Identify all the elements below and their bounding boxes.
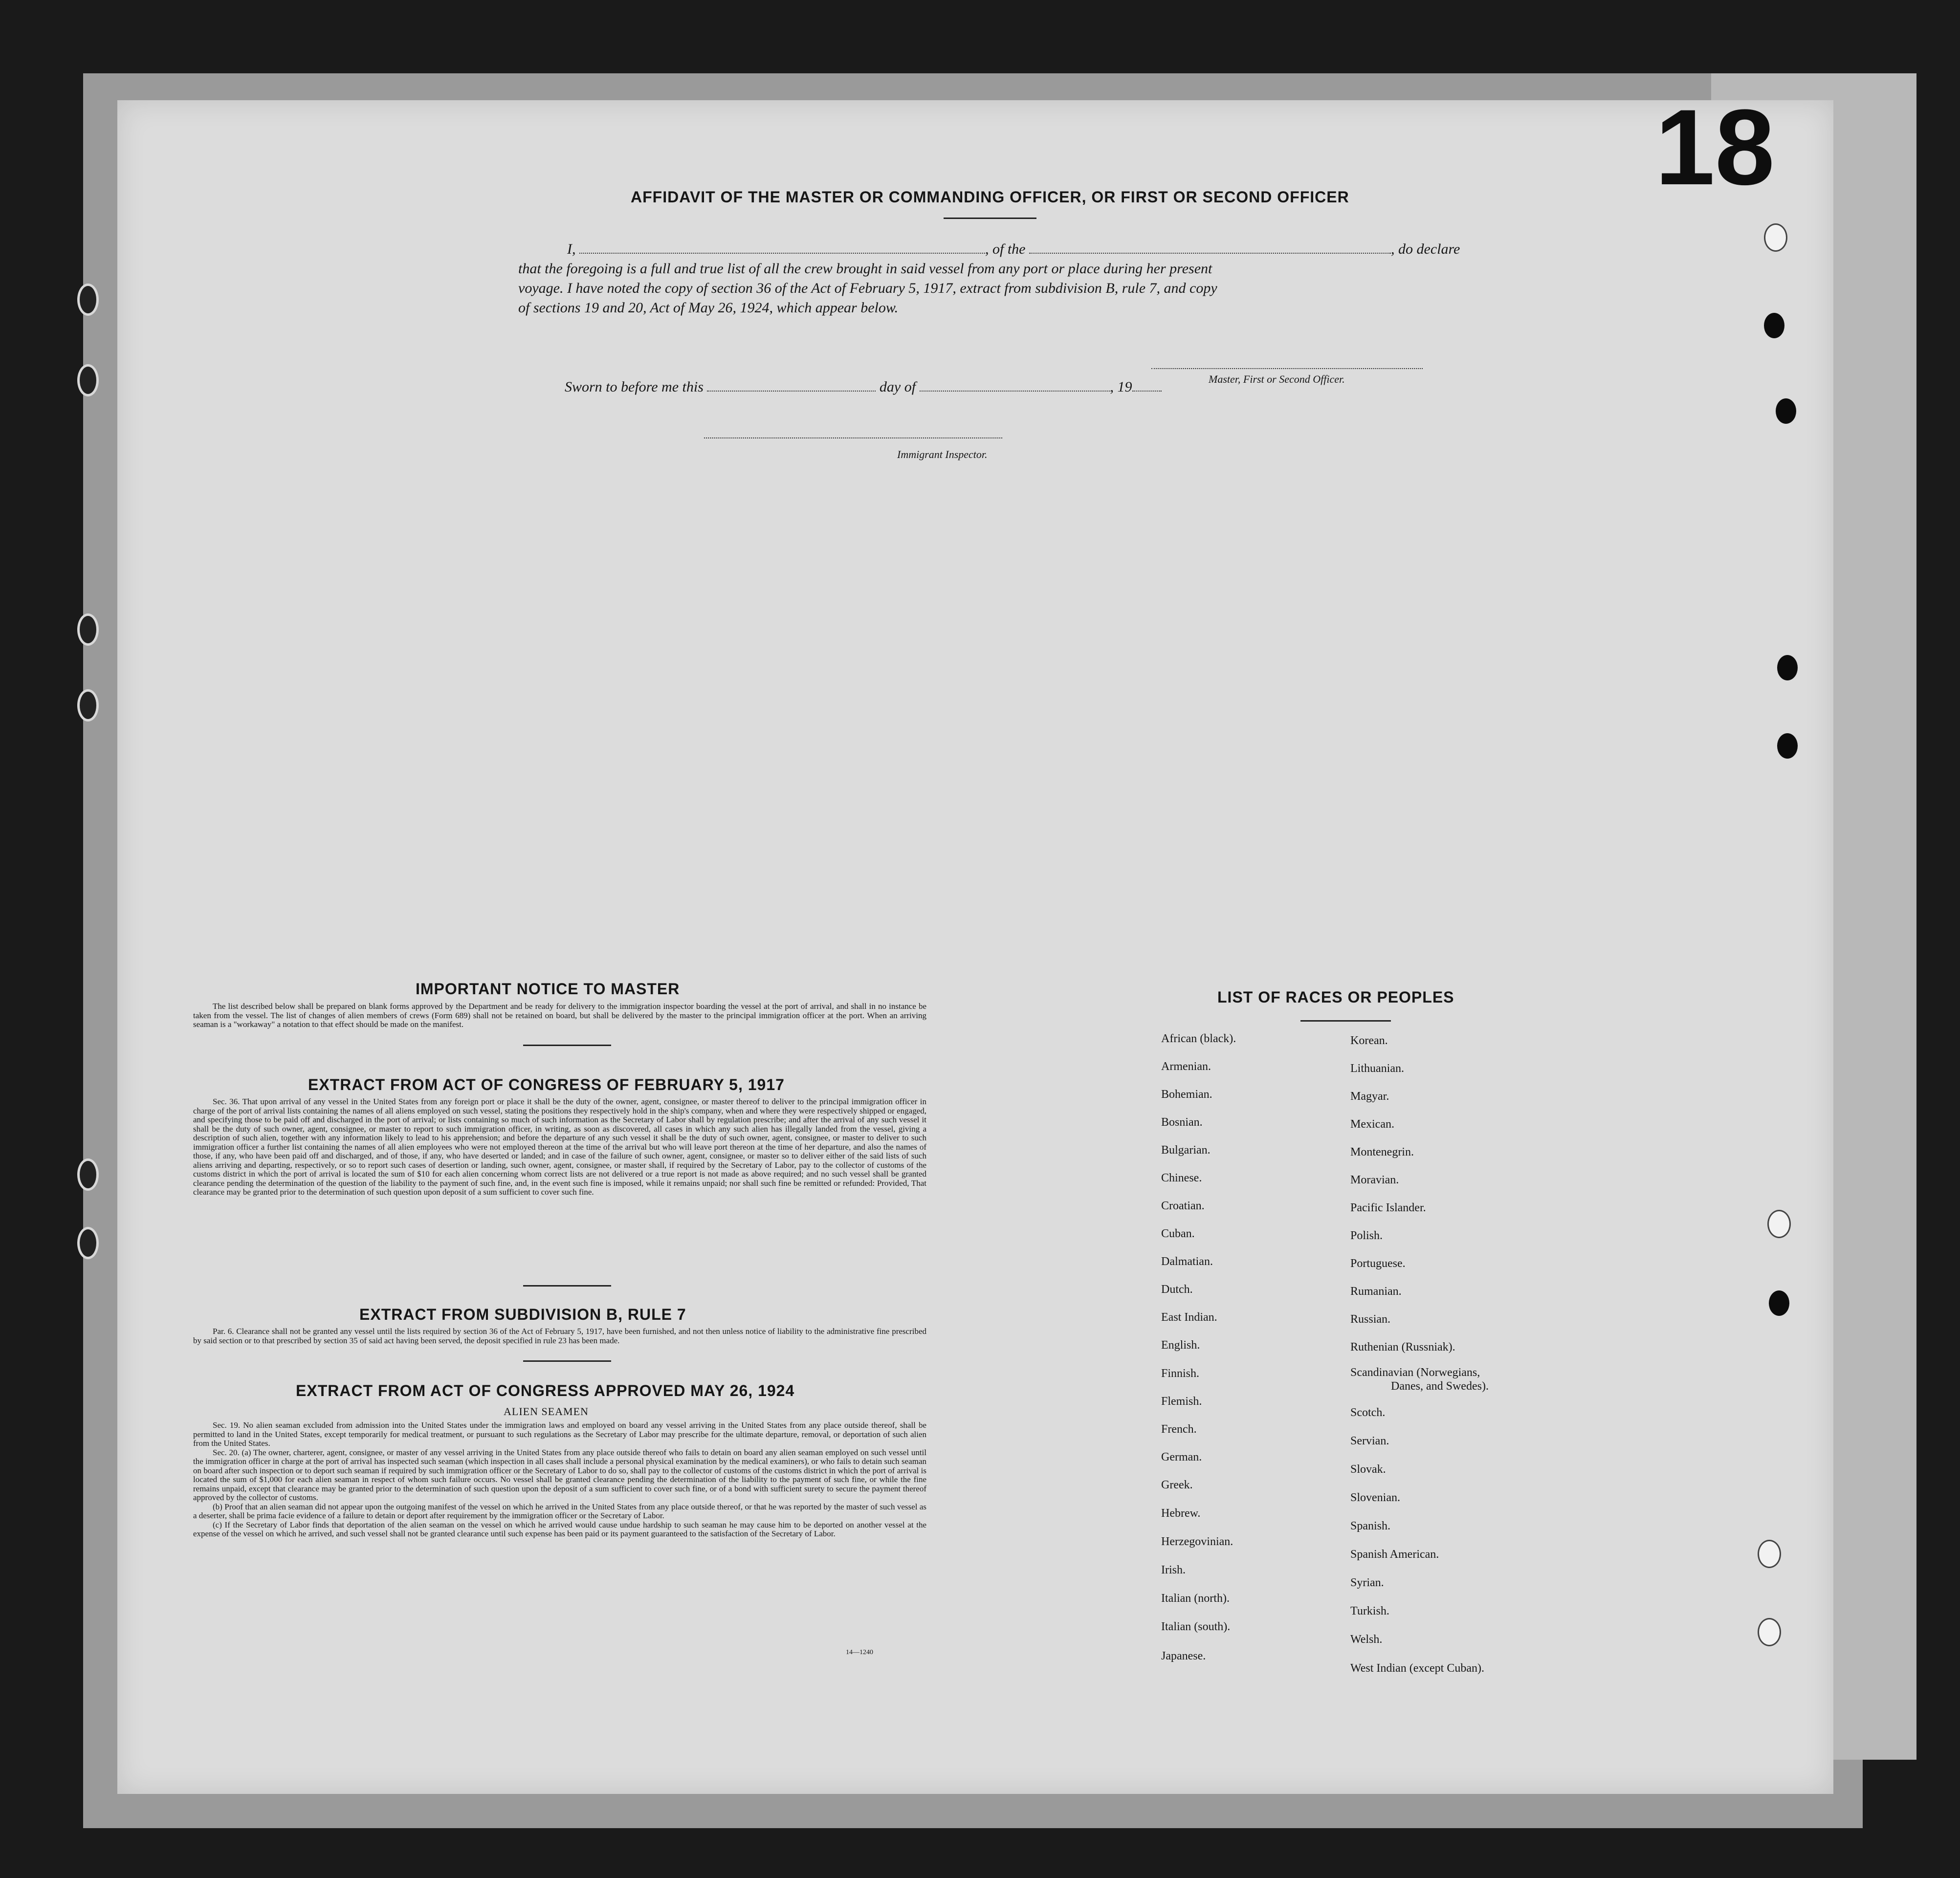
notice-text: The list described below shall be prepared on blank forms approved by the Department and be ready for delivery to the immigration inspector boarding the vessel at the port of arrival, and shall in no instance be taken from the vessel. The list of changes of alien members of crews (Form 689) shall not be retained on board, but shall be delivered by the master to the principal immigration officer at the port. When an arriving seaman is a "workaway" a notation to that effect should be made on the manifest. xyxy=(193,1002,926,1029)
races-heading: LIST OF RACES OR PEOPLES xyxy=(1217,988,1454,1006)
punch-hole xyxy=(1758,1618,1781,1646)
sworn-day-blank[interactable] xyxy=(707,391,876,392)
race-item: East Indian. xyxy=(1161,1311,1217,1324)
race-item: Slovenian. xyxy=(1350,1491,1400,1504)
race-item: Mexican. xyxy=(1350,1118,1394,1131)
divider xyxy=(523,1360,611,1362)
punch-hole xyxy=(1769,1290,1789,1316)
race-item: West Indian (except Cuban). xyxy=(1350,1662,1484,1675)
binder-hole xyxy=(77,1227,99,1259)
punch-hole xyxy=(1764,313,1784,338)
race-item: Rumanian. xyxy=(1350,1285,1402,1298)
extract-1924-text: Sec. 19. No alien seaman excluded from admission into the United States under the immigration laws and employed on board any vessel arriving in the United States from any place outside thereof, shall be permitted to land in the United States, except temporarily for medical treatment, or pursuant to such regulations as the Secretary of Labor may prescribe for the ultimate departure, removal, or deportation of such alien from the United States. Sec. 20. (a) The owner, charterer, agent, consignee, or master of any vessel arriving in the United States from any place outside thereof who fails to detain on board any alien seaman employed on such vessel until the immigration officer in charge at the port of arrival has inspected such seaman (which inspection in all cases shall include a personal physical examination by the medical examiners), or who fails to detain such seaman on board after such inspection or to deport such seaman if required by such immigration officer or the Secretary of Labor to do so, shall pay to the collector of customs of the customs district in which the port of arrival is located the sum of $1,000 for each alien seaman in respect of whom such failure occurs. No vessel shall be granted clearance pending the determination of the liability to the payment of such fine, or while the fine remains unpaid, except that clearance may be granted prior to the determination of such question upon the deposit of a sum sufficient to cover such fine, or of a bond with sufficient surety to secure the payment thereof approved by the collector of customs. (b) Proof that an alien seaman did not appear upon the outgoing manifest of the vessel on which he arrived in the United States from any place outside thereof, or that he was reported by the master of such vessel as a deserter, shall be prima facie evidence of a failure to detain or deport after requirement by the immigration officer or the Secretary of Labor. (c) If the Secretary of Labor finds that deportation of the alien seaman on the vessel on which he arrived would cause undue hardship to such seaman he may cause him to be deported on another vessel at the expense of the vessel on which he arrived, and such vessel shall not be granted clearance until such expense has been paid or its payment guaranteed to the satisfaction of the Secretary of Labor. xyxy=(193,1420,926,1538)
race-item: Finnish. xyxy=(1161,1367,1200,1380)
race-item: Cuban. xyxy=(1161,1227,1195,1240)
divider xyxy=(523,1045,611,1046)
race-item: Russian. xyxy=(1350,1313,1391,1326)
race-item: Ruthenian (Russniak). xyxy=(1350,1341,1455,1354)
page-number: 18 xyxy=(1655,87,1775,207)
race-item: Dutch. xyxy=(1161,1283,1193,1296)
affidavit-line-3: voyage. I have noted the copy of section 36 of the Act of February 5, 1917, extract from subdivision B, rule 7, and copy xyxy=(518,280,1217,296)
sworn-month-blank[interactable] xyxy=(920,391,1110,392)
affidavit-line-1: I, , of the , do declare xyxy=(567,241,1460,257)
race-item: Moravian. xyxy=(1350,1174,1399,1186)
manifest-page xyxy=(117,87,1833,1794)
race-item: Bulgarian. xyxy=(1161,1144,1211,1157)
race-item: Greek. xyxy=(1161,1479,1193,1491)
officer-caption: Master, First or Second Officer. xyxy=(1209,373,1345,385)
race-item: Herzegovinian. xyxy=(1161,1535,1233,1548)
sworn-line: Sworn to before me this day of , 19 xyxy=(565,379,1162,395)
race-item: Scandinavian (Norwegians, xyxy=(1350,1366,1480,1379)
extract-rule7-text: Par. 6. Clearance shall not be granted any vessel until the lists required by section 36 of the Act of February 5, 1917, have been furnished, and not then unless notice of liability to the administrative fine prescribed by said section or to that prescribed by section 35 of said act having been served, the deposit specified in rule 23 has been made. xyxy=(193,1327,926,1345)
race-item: Pacific Islander. xyxy=(1350,1201,1426,1214)
sworn-year-blank[interactable] xyxy=(1132,391,1162,392)
race-item: African (black). xyxy=(1161,1032,1236,1045)
race-item: German. xyxy=(1161,1451,1202,1463)
race-item: Japanese. xyxy=(1161,1650,1206,1662)
extract-rule7-heading: EXTRACT FROM SUBDIVISION B, RULE 7 xyxy=(359,1306,686,1323)
race-item: Lithuanian. xyxy=(1350,1062,1404,1075)
vessel-blank[interactable] xyxy=(1029,253,1391,254)
binder-hole xyxy=(77,1158,99,1191)
race-item: Irish. xyxy=(1161,1564,1186,1576)
race-item: Korean. xyxy=(1350,1034,1388,1047)
affidavit-line-4: of sections 19 and 20, Act of May 26, 1924, which appear below. xyxy=(518,300,899,316)
officer-signature-line[interactable] xyxy=(1151,368,1423,369)
extract-1917-heading: EXTRACT FROM ACT OF CONGRESS OF FEBRUARY 5, 1917 xyxy=(308,1076,785,1093)
divider xyxy=(944,218,1036,219)
punch-hole xyxy=(1776,398,1796,424)
extract-1924-subheading: ALIEN SEAMEN xyxy=(504,1405,589,1418)
race-item: Armenian. xyxy=(1161,1060,1211,1073)
race-item: Syrian. xyxy=(1350,1576,1384,1589)
race-item: Polish. xyxy=(1350,1229,1383,1242)
race-item: Spanish American. xyxy=(1350,1548,1439,1561)
race-item: Turkish. xyxy=(1350,1605,1389,1617)
race-item: French. xyxy=(1161,1423,1197,1436)
race-item: Dalmatian. xyxy=(1161,1255,1213,1268)
divider xyxy=(1300,1020,1391,1022)
race-item: Magyar. xyxy=(1350,1090,1389,1103)
affidavit-line-2: that the foregoing is a full and true list of all the crew brought in said vessel from any port or place during her present xyxy=(518,261,1212,277)
name-blank[interactable] xyxy=(579,253,985,254)
race-item: Flemish. xyxy=(1161,1395,1202,1408)
punch-hole xyxy=(1767,1210,1791,1238)
race-item: Scotch. xyxy=(1350,1406,1386,1419)
inspector-caption: Immigrant Inspector. xyxy=(897,448,988,460)
affidavit-heading: AFFIDAVIT OF THE MASTER OR COMMANDING OFFICER, OR FIRST OR SECOND OFFICER xyxy=(631,188,1349,206)
punch-hole xyxy=(1777,733,1798,759)
punch-hole xyxy=(1758,1540,1781,1568)
divider xyxy=(523,1285,611,1287)
race-item: Bosnian. xyxy=(1161,1116,1203,1129)
race-item: Spanish. xyxy=(1350,1520,1391,1532)
punch-hole xyxy=(1777,655,1798,680)
form-number: 14—1240 xyxy=(846,1649,873,1656)
race-item: Italian (south). xyxy=(1161,1620,1231,1633)
punch-hole xyxy=(1764,223,1787,252)
binder-hole xyxy=(77,364,99,396)
race-item: English. xyxy=(1161,1339,1200,1352)
binder-hole xyxy=(77,284,99,316)
race-item: Chinese. xyxy=(1161,1172,1202,1184)
binder-hole xyxy=(77,613,99,646)
race-item: Welsh. xyxy=(1350,1633,1383,1646)
binder-hole xyxy=(77,689,99,721)
race-item: Portuguese. xyxy=(1350,1257,1406,1270)
race-item: Slovak. xyxy=(1350,1463,1386,1476)
race-item: Montenegrin. xyxy=(1350,1146,1414,1158)
race-item: Croatian. xyxy=(1161,1200,1205,1212)
race-item: Italian (north). xyxy=(1161,1592,1230,1605)
race-item-continued: Danes, and Swedes). xyxy=(1391,1380,1489,1393)
inspector-signature-line[interactable] xyxy=(704,437,1002,438)
race-item: Hebrew. xyxy=(1161,1507,1201,1520)
extract-1924-heading: EXTRACT FROM ACT OF CONGRESS APPROVED MAY 26, 1924 xyxy=(296,1382,795,1399)
extract-1917-text: Sec. 36. That upon arrival of any vessel in the United States from any foreign port or place it shall be the duty of the owner, agent, consignee, or master thereof to deliver to the principal immigration officer in charge of the port of arrival lists containing the names of all aliens employed on such vessel, stating the positions they respectively hold in the ship's company, when and where they were respectively shipped or engaged, and specifying those to be paid off and discharged in the port of arrival; or lists containing so much of such information as the Secretary of Labor shall by regulation prescribe; and after the arrival of any such vessel it shall be the duty of such owner, agent, consignee, or master to report to such immigration officer, in writing, as soon as discovered, all cases in which any such alien has illegally landed from the vessel, giving a description of such alien, together with any information likely to lead to his apprehension; and before the departure of any such vessel it shall be the duty of such owner, agent, consignee, or master to deliver to such immigration officer a further list containing the names of all alien employees who were not employed thereon at the time of the arrival but who will leave port thereon at the time of her departure, and also the names of those, if any, who have been paid off and discharged, and of those, if any, who have deserted or landed; and in case of the failure of such owner, agent, consignee, or master so to deliver either of the said lists of such aliens arriving and departing, respectively, or so to report such cases of desertion or landing, such owner, agent, consignee, or master shall, if required by the Secretary of Labor, pay to the collector of customs of the customs district in which the port of arrival is located the sum of $10 for each alien concerning whom correct lists are not delivered or a true report is not made as above required; and no such vessel shall be granted clearance pending the determination of the question of the liability to the payment of such fine, and, in the event such fine is imposed, while it remains unpaid; nor shall such fine be remitted or refunded: Provided, That clearance may be granted prior to the determination of such question upon deposit of a sum sufficient to cover such fine. xyxy=(193,1097,926,1197)
notice-heading: IMPORTANT NOTICE TO MASTER xyxy=(416,980,680,998)
race-item: Bohemian. xyxy=(1161,1088,1212,1101)
race-item: Servian. xyxy=(1350,1435,1389,1447)
